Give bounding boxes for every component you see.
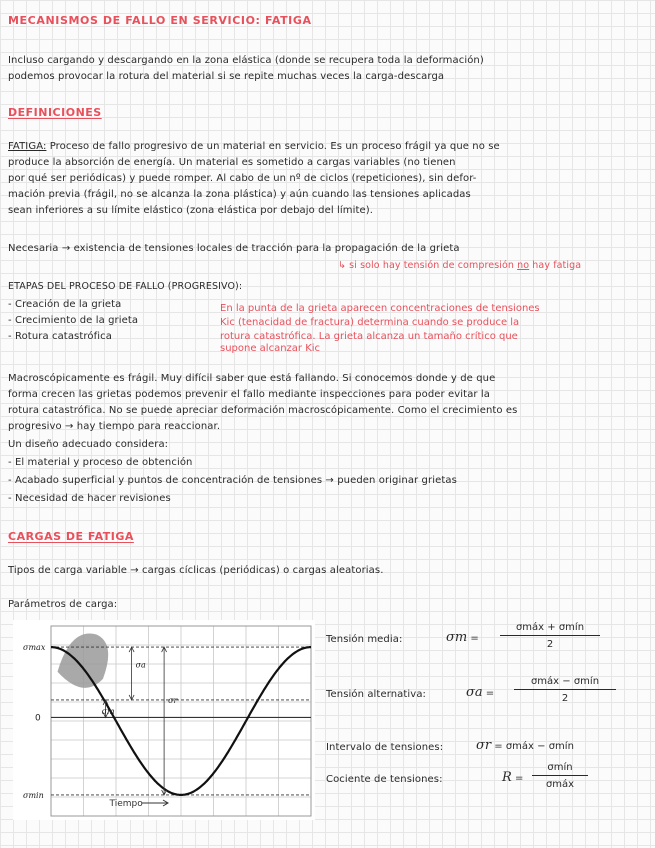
diseno-item-2: - Acabado superficial y puntos de concentración de tensiones → pueden originar grietas [8, 475, 457, 486]
page-title: MECANISMOS DE FALLO EN SERVICIO: FATIGA [8, 14, 312, 27]
necesaria-line: Necesaria → existencia de tensiones locales de tracción para la propagación de la grieta [8, 243, 460, 254]
formula-1-numerator: σmáx + σmín [500, 622, 600, 636]
fatiga-term: FATIGA: [8, 141, 47, 152]
formula-2-label: Tensión alternativa: [326, 689, 427, 700]
etapas-note-line-1: En la punta de la grieta aparecen concentraciones de tensiones [220, 303, 540, 314]
formula-2-denominator: 2 [561, 693, 569, 704]
formula-4-numerator: σmín [532, 762, 588, 776]
cargas-heading: CARGAS DE FATIGA [8, 530, 134, 543]
formula-3-label: Intervalo de tensiones: [326, 742, 444, 753]
formula-2-symbol: σa [466, 685, 483, 700]
compresion-note-a: ↳ si solo hay tensión de compresión [338, 260, 518, 271]
formula-1-label: Tensión media: [326, 634, 403, 645]
formula-3-symbol: σr [476, 738, 492, 753]
intro-line-1: Incluso cargando y descargando en la zona elástica (donde se recupera toda la deformación) [8, 55, 484, 66]
formula-2-numerator: σmáx − σmín [514, 676, 616, 690]
fatiga-line-5: sean inferiores a su límite elástico (zona elástica por debajo del límite). [8, 205, 374, 216]
formula-3-expression: σmáx − σmín [505, 741, 574, 752]
macro-line-3: rotura catastrófica. No se puede apreciar deformación macroscópicamente. Como el crecimiento es [8, 405, 518, 416]
formula-2-lhs: σa = [466, 685, 495, 700]
diseno-item-1: - El material y proceso de obtención [8, 457, 193, 468]
etapas-title: ETAPAS DEL PROCESO DE FALLO (PROGRESIVO): [8, 281, 243, 292]
macro-line-1: Macroscópicamente es frágil. Muy difícil saber que está fallando. Si conocemos donde y de que [8, 373, 496, 384]
fatiga-line-3: por qué ser periódicas) y puede romper. Al cabo de un nº de ciclos (repeticiones), sin defor- [8, 173, 477, 184]
annotation-sigma-a: σa [135, 660, 146, 670]
annotation-sigma-m: σm [101, 706, 115, 716]
formula-1-symbol: σm [446, 630, 468, 645]
tipos-line: Tipos de carga variable → cargas cíclicas (periódicas) o cargas aleatorias. [8, 565, 384, 576]
etapas-note [220, 302, 650, 356]
compresion-note [338, 259, 581, 272]
diseno-title: Un diseño adecuado considera: [8, 439, 169, 450]
tick-label-sigma-max: σmax [23, 643, 46, 653]
annotation-sigma-r: σr [168, 696, 178, 705]
formula-4-fraction [532, 762, 588, 790]
compresion-note-c: hay fatiga [529, 260, 582, 271]
parametros-line: Parámetros de carga: [8, 599, 118, 610]
tick-label-zero: 0 [35, 713, 41, 724]
intro-line-2: podemos provocar la rotura del material si se repite muchas veces la carga-descarga [8, 71, 445, 82]
fatiga-line-2: produce la absorción de energía. Un material es sometido a cargas variables (no tienen [8, 157, 456, 168]
tick-label-sigma-min: σmin [23, 790, 44, 800]
formula-1-denominator: 2 [546, 639, 554, 650]
etapa-3: - Rotura catastrófica [8, 331, 112, 342]
x-axis-label: Tiempo [109, 799, 143, 809]
etapas-note-line-2: Kic (tenacidad de fractura) determina cuando se produce la [220, 317, 520, 328]
formula-4-label: Cociente de tensiones: [326, 774, 443, 785]
formula-2-fraction [514, 676, 616, 704]
formula-4-symbol: R [502, 770, 512, 785]
formula-4-denominator: σmáx [545, 779, 575, 790]
formula-1-lhs: σm = [446, 630, 479, 645]
fatiga-line-1 [8, 140, 500, 153]
fatiga-line-4: mación previa (frágil, no se alcanza la zona plástica) y aún cuando las tensiones aplicadas [8, 189, 471, 200]
formula-1-fraction [500, 622, 600, 650]
etapa-1: - Creación de la grieta [8, 299, 122, 310]
etapa-2: - Crecimiento de la grieta [8, 315, 139, 326]
formula-3-lhs: σr = σmáx − σmín [476, 738, 574, 753]
macro-line-2: forma crecen las grietas podemos prevenir el fallo mediante inspecciones para poder evitar la [8, 389, 491, 400]
definitions-heading: DEFINICIONES [8, 106, 102, 119]
macro-line-4: progresivo → hay tiempo para reaccionar. [8, 421, 221, 432]
fatiga-text-1: Proceso de fallo progresivo de un material en servicio. Es un proceso frágil ya que no se [46, 141, 500, 152]
etapas-note-line-3: rotura catastrófica. La grieta alcanza un tamaño crítico que [220, 331, 518, 342]
etapas-note-line-4: supone alcanzar Kic [220, 343, 321, 354]
compresion-note-b: no [517, 260, 530, 271]
formula-4-lhs: R = [502, 770, 524, 785]
fatigue-load-chart [13, 620, 315, 820]
diseno-item-3: - Necesidad de hacer revisiones [8, 493, 171, 504]
